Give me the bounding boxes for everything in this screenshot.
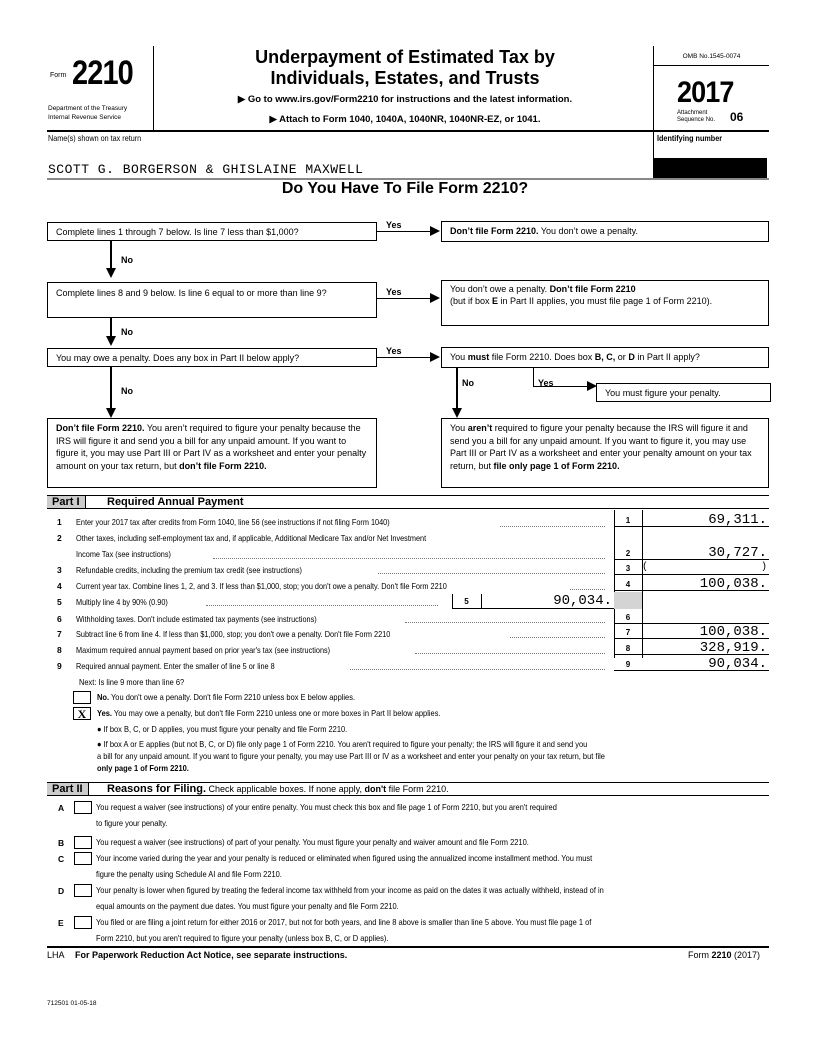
r3-text: You <box>450 352 468 362</box>
box-a-line-1: You request a waiver (see instructions) of your entire penalty. You must check this box and file page 1 of Form 2210, but you aren't required <box>96 802 557 812</box>
leader-dots <box>570 589 605 590</box>
r1-bold: Don’t file Form 2210. <box>450 226 539 236</box>
box-d-text <box>96 883 604 914</box>
part-1-header <box>47 495 769 509</box>
yes-label: Yes <box>386 287 402 297</box>
line-8-box-number: 8 <box>614 643 642 655</box>
no-label: No <box>462 378 474 388</box>
names-label: Name(s) shown on tax return <box>48 133 142 143</box>
r2-text-c: in Part II applies, you must file page 1 of Form 2210). <box>498 295 713 306</box>
line-5-text: Multiply line 4 by 90% (0.90) <box>76 597 168 607</box>
dept-line-1: Department of the Treasury <box>48 105 128 112</box>
arrow-right-icon <box>430 226 440 236</box>
box-letter: D <box>58 886 65 896</box>
part-2-tag: Part II <box>47 783 89 795</box>
form-title-line-1: Underpayment of Estimated Tax by <box>255 47 555 67</box>
box-c-text <box>96 851 592 882</box>
line-8-amount[interactable]: 328,919. <box>642 641 769 655</box>
line-number: 8 <box>57 645 62 655</box>
flow-question-1 <box>47 222 377 241</box>
flow-question-3 <box>47 348 377 367</box>
leader-dots <box>500 526 605 527</box>
left-final-bold-2: don’t file Form 2210. <box>179 460 267 471</box>
line-8-text: Maximum required annual payment based on prior year's tax (see instructions) <box>76 645 331 655</box>
box-d-line-2: equal amounts on the payment due dates. You must figure your penalty and file Form 2210. <box>96 900 399 911</box>
part-1-title: Required Annual Payment <box>107 496 244 508</box>
department <box>48 104 127 122</box>
yes-label: Yes <box>538 378 554 388</box>
paperwork-notice: For Paperwork Reduction Act Notice, see separate instructions. <box>75 950 348 960</box>
leader-dots <box>206 605 438 606</box>
part-2-subtitle-bold: don't <box>364 784 387 794</box>
r3-or: or <box>615 352 629 362</box>
bullet-1: ● If box B, C, or D applies, you must figure your penalty and file Form 2210. <box>97 724 348 734</box>
box-c-checkbox[interactable] <box>74 852 92 865</box>
connector <box>456 368 458 409</box>
line-2-text: Other taxes, including self-employment tax and, if applicable, Additional Medicare Tax and/or Net Investment <box>76 533 427 543</box>
lha-label: LHA <box>47 950 65 960</box>
arrow-down-icon <box>106 408 116 418</box>
r2-text-b: (but if box <box>450 295 493 306</box>
divider <box>47 130 769 132</box>
line-7-box-number: 7 <box>614 627 642 639</box>
omb-number: OMB No.1545-0074 <box>682 53 741 60</box>
part-2-header <box>47 782 769 796</box>
line-number: 4 <box>57 581 62 591</box>
line-5-amount[interactable]: 90,034. <box>553 593 612 609</box>
no-label: No <box>121 255 133 265</box>
r3-must: must <box>467 352 490 362</box>
box-d-line-1: Your penalty is lower when figured by treating the federal income tax withheld from your income as paid on the dates it was actually withheld, instead of in <box>96 885 604 895</box>
leader-dots <box>378 573 605 574</box>
line-9-text: Required annual payment. Enter the smaller of line 5 or line 8 <box>76 661 275 671</box>
line-2-text-cont: Income Tax (see instructions) <box>76 549 171 559</box>
divider <box>47 946 769 948</box>
form-title-line-2: Individuals, Estates, and Trusts <box>270 68 540 88</box>
flow-final-left <box>47 418 377 488</box>
q1-text: Complete lines 1 through 7 below. Is line 7 less than $1,000? <box>56 227 299 237</box>
box-letter: E <box>58 918 64 928</box>
right-final-arent: aren’t <box>467 423 493 433</box>
no-label: No. <box>97 692 110 702</box>
next-question: Next: Is line 9 more than line 6? <box>79 677 185 687</box>
box-letter: B <box>58 838 65 848</box>
box-e-text <box>96 915 591 946</box>
line-6-box-number: 6 <box>614 612 642 624</box>
r2-text: You don’t owe a penalty. <box>450 284 550 294</box>
bullet-2-line-2: a bill for any unpaid amount. If you want to figure your penalty, you may use Part III or IV as a worksheet and enter your penalty on your tax return, but file <box>97 751 605 761</box>
r3-text-c: in Part II apply? <box>634 352 700 362</box>
r2-box-e: E <box>492 295 499 306</box>
line-4-box-number: 4 <box>614 579 642 591</box>
no-text: You don't owe a penalty. Don't file Form 2210 unless box E below applies. <box>109 692 356 702</box>
r3-d: D <box>628 352 635 362</box>
line-number: 2 <box>57 533 62 543</box>
line-7-text: Subtract line 6 from line 4. If less than $1,000, stop; you don't owe a penalty. Don't file Form 2210 <box>76 629 391 639</box>
yes-checkbox[interactable]: X <box>73 707 91 720</box>
form-ref-year: (2017) <box>731 950 761 960</box>
taxpayer-names-field[interactable]: SCOTT G. BORGERSON & GHISLAINE MAXWELL <box>48 162 364 177</box>
connector <box>110 318 112 336</box>
flow-result-4 <box>596 383 771 402</box>
paren-close: ) <box>760 562 767 573</box>
box-a-checkbox[interactable] <box>74 801 92 814</box>
box-a-text <box>96 800 557 831</box>
box-letter: C <box>58 854 65 864</box>
connector <box>110 367 112 409</box>
flowchart-title: Do You Have To File Form 2210? <box>281 180 529 197</box>
line-number: 9 <box>57 661 62 671</box>
line-3-text: Refundable credits, including the premium tax credit (see instructions) <box>76 565 302 575</box>
flow-result-2 <box>441 280 769 326</box>
r4-text: You must figure your penalty. <box>605 388 721 398</box>
left-final-text: You aren’t required to figure your penalty because the IRS will figure it and send you a bill for any unpaid amount. If you want to figure it, you may use Part III or Part IV as a worksheet and enter your penalty amount on your tax return, but <box>56 423 367 471</box>
divider <box>654 65 769 66</box>
tax-year: 2017 <box>677 76 734 109</box>
form-ref-word: Form <box>688 950 712 960</box>
bullet-2-line-3: only page 1 of Form 2210. <box>97 763 189 773</box>
leader-dots <box>350 669 605 670</box>
form-code: 712501 01-05-18 <box>47 1000 97 1007</box>
yes-label: Yes <box>386 346 402 356</box>
box-b-checkbox[interactable] <box>74 836 92 849</box>
connector <box>110 241 112 268</box>
identifying-number-label: Identifying number <box>657 133 723 143</box>
r2-bold: Don’t file Form 2210 <box>549 284 636 294</box>
part-2-title: Reasons for Filing. <box>107 783 207 795</box>
part-2-subtitle-end: file Form 2210. <box>386 784 449 794</box>
line-7-amount[interactable]: 100,038. <box>642 625 769 639</box>
bullet-2 <box>97 738 605 774</box>
flow-result-1 <box>441 221 769 242</box>
line-2-amount[interactable]: 30,727. <box>642 546 769 560</box>
flow-final-right <box>441 418 769 488</box>
line-2-box-number: 2 <box>614 548 642 560</box>
part-2-subtitle: Check applicable boxes. If none apply, <box>206 784 365 794</box>
no-checkbox[interactable] <box>73 691 91 704</box>
line-1-box-number: 1 <box>614 515 642 527</box>
line-3-amount[interactable] <box>642 561 769 575</box>
shaded-cell <box>614 592 642 609</box>
box-c-line-1: Your income varied during the year and your penalty is reduced or eliminated when figured using the annualized income installment method. You must <box>96 853 593 863</box>
line-6-amount[interactable] <box>642 610 769 624</box>
right-final-bold: file only page 1 of Form 2210. <box>493 460 620 471</box>
box-e-checkbox[interactable] <box>74 916 92 929</box>
dept-line-2: Internal Revenue Service <box>48 114 121 121</box>
sequence-number: 06 <box>730 110 744 124</box>
attachment-label <box>677 110 715 124</box>
yes-text: You may owe a penalty, but don't file Form 2210 unless one or more boxes in Part II below applies. <box>111 708 441 718</box>
line-9-amount[interactable]: 90,034. <box>642 657 769 671</box>
arrow-right-icon <box>430 352 440 362</box>
box-b-line-1: You request a waiver (see instructions) of part of your penalty. You must figure your penalty and waiver amount and file Form 2210. <box>96 837 529 847</box>
form-ref-number: 2210 <box>711 950 732 960</box>
yes-label: Yes <box>386 220 402 230</box>
form-word: Form <box>50 72 67 79</box>
line-number: 7 <box>57 629 62 639</box>
part-1-tag: Part I <box>47 496 86 508</box>
form-reference <box>688 950 760 960</box>
box-b-text <box>96 835 529 851</box>
line-number: 3 <box>57 565 62 575</box>
r3-bcd: B, C, <box>594 352 616 362</box>
q2-text: Complete lines 8 and 9 below. Is line 6 equal to or more than line 9? <box>56 288 327 298</box>
connector <box>533 368 534 386</box>
arrow-down-icon <box>106 268 116 278</box>
box-c-line-2: figure the penalty using Schedule AI and file Form 2210. <box>96 868 282 879</box>
arrow-right-icon <box>430 293 440 303</box>
box-e-line-2: Form 2210, but you aren't required to figure your penalty (unless box B, C, or D applies). <box>96 932 389 943</box>
box-e-line-1: You filed or are filing a joint return for either 2016 or 2017, but not for both years, and line 8 above is smaller than line 5 above. You must file page 1 of <box>96 917 592 927</box>
arrow-down-icon <box>452 408 462 418</box>
no-label: No <box>121 386 133 396</box>
line-5-box-number: 5 <box>464 597 469 606</box>
line-number: 1 <box>57 517 62 527</box>
right-final-text-a: You <box>450 423 468 433</box>
line-9-box-number: 9 <box>614 659 642 671</box>
r3-text-b: file Form 2210. Does box <box>489 352 595 362</box>
attachment-label-2: Sequence No. <box>677 117 716 123</box>
attach-text: ▶ Attach to Form 1040, 1040A, 1040NR, 1040NR-EZ, or 1041. <box>269 114 541 125</box>
flow-result-3 <box>441 347 769 368</box>
box-a-line-2: to figure your penalty. <box>96 817 168 828</box>
box-letter: A <box>58 803 65 813</box>
arrow-down-icon <box>106 336 116 346</box>
identifying-number-redacted <box>654 158 767 178</box>
form-number: 2210 <box>72 54 133 92</box>
leader-dots <box>213 558 605 559</box>
r1-text: You don’t owe a penalty. <box>538 226 638 236</box>
line-1-amount[interactable]: 69,311. <box>642 513 769 527</box>
line-4-amount[interactable]: 100,038. <box>642 577 769 591</box>
line-number: 6 <box>57 614 62 624</box>
box-d-checkbox[interactable] <box>74 884 92 897</box>
connector <box>377 231 432 232</box>
bullet-2-line-1: ● If box A or E applies (but not B, C, or D) file only page 1 of Form 2210. You aren't required to figure your penalty; the IRS will figure it and send you <box>97 739 588 749</box>
leader-dots <box>510 637 605 638</box>
flow-question-2 <box>47 282 377 318</box>
leader-dots <box>415 653 605 654</box>
attachment-label-1: Attachment <box>677 110 708 116</box>
yes-label: Yes. <box>97 708 112 718</box>
right-final-text: required to figure your penalty because the IRS will figure it and send you a bill for any unpaid amount. If you want to figure it, you may use Part III or Part IV as a worksheet and enter your penalty amount on your tax return, but <box>450 423 752 471</box>
connector <box>377 357 432 358</box>
line-6-text: Withholding taxes. Don't include estimated tax payments (see instructions) <box>76 614 317 624</box>
no-label: No <box>121 327 133 337</box>
line-3-box-number: 3 <box>614 563 642 575</box>
connector <box>377 298 432 299</box>
line-4-text: Current year tax. Combine lines 1, 2, and 3. If less than $1,000, stop; you don't owe a penalty. Don't file Form 2210 <box>76 581 447 591</box>
paren-open: ( <box>642 562 649 573</box>
line-1-text: Enter your 2017 tax after credits from Form 1040, line 56 (see instructions if not filing Form 1040) <box>76 517 390 527</box>
left-final-bold: Don’t file Form 2210. <box>56 423 145 433</box>
leader-dots <box>405 622 605 623</box>
line-number: 5 <box>57 597 62 607</box>
instructions-link-text: ▶ Go to www.irs.gov/Form2210 for instructions and the latest information. <box>237 94 573 105</box>
q3-text: You may owe a penalty. Does any box in Part II below apply? <box>56 353 300 363</box>
